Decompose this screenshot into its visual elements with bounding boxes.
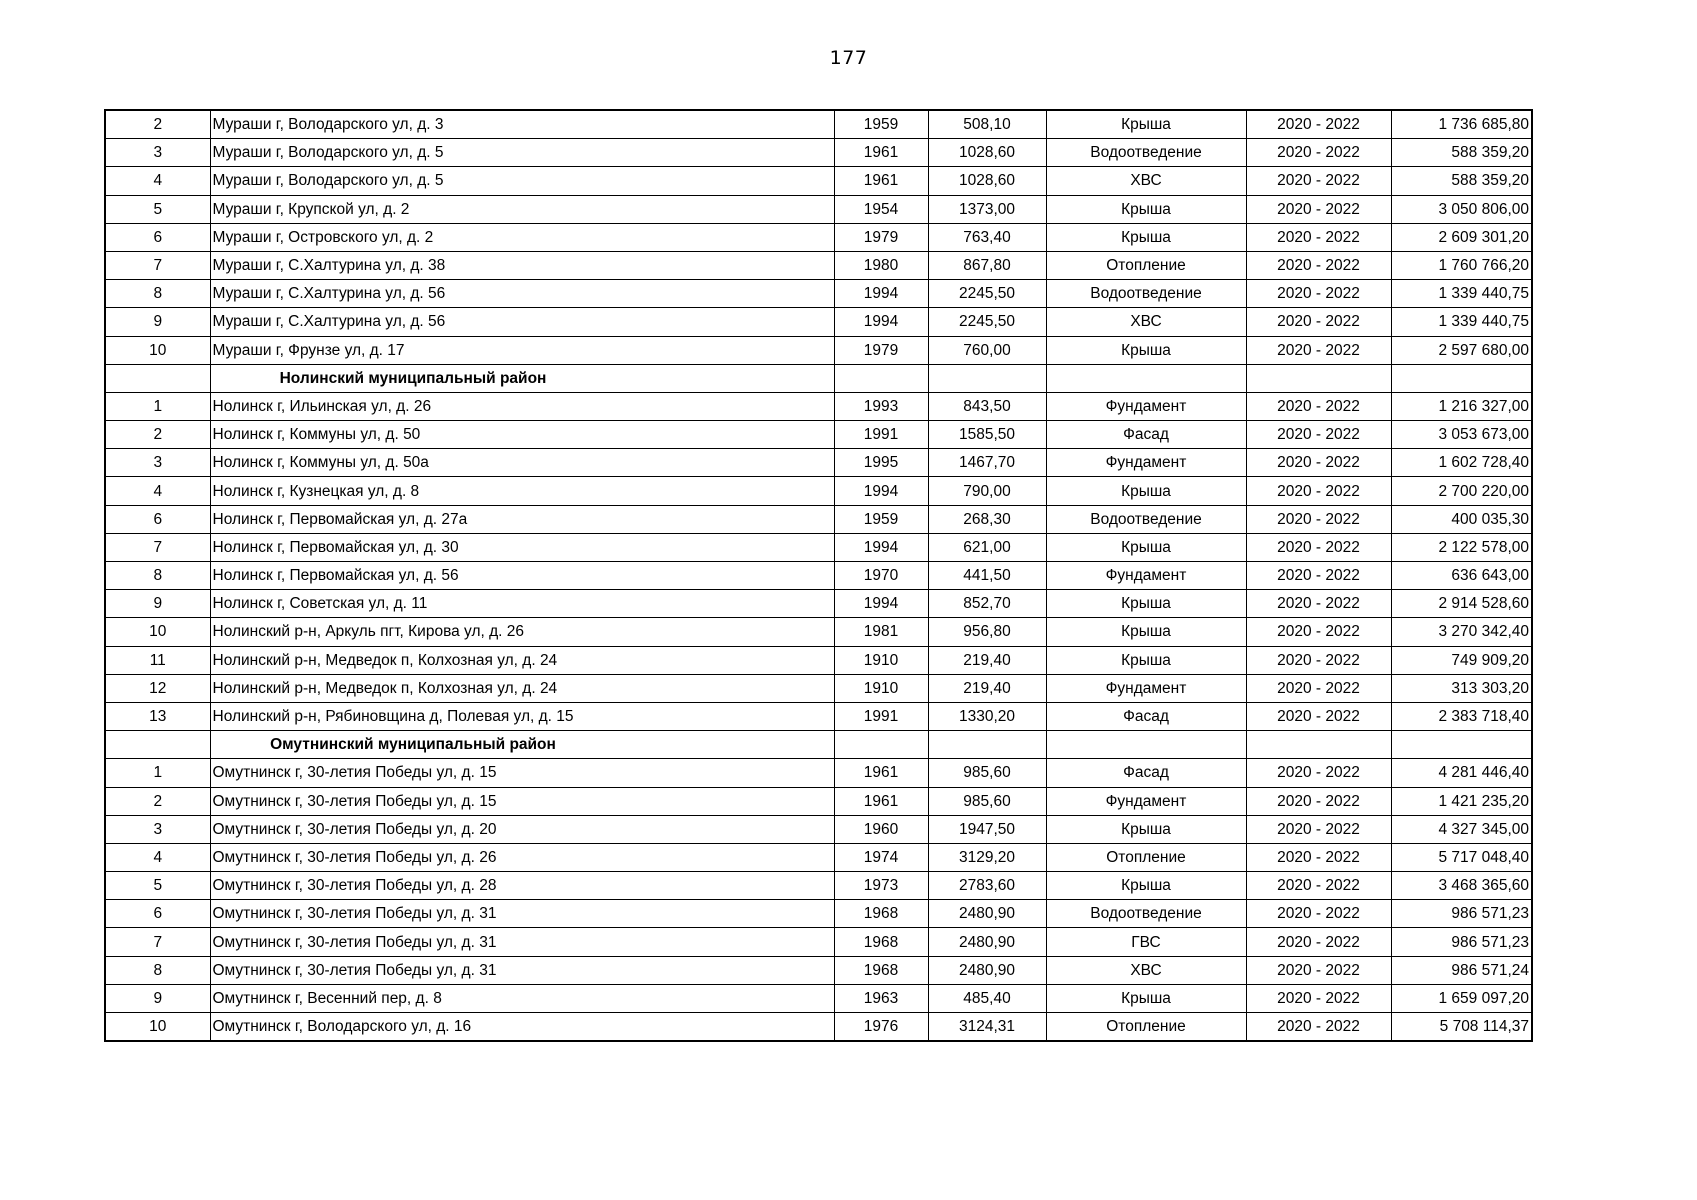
build-year-cell: 1994 bbox=[834, 280, 928, 308]
table-row bbox=[105, 533, 1532, 561]
cost-cell: 2 700 220,00 bbox=[1391, 477, 1532, 505]
cost-cell: 313 303,20 bbox=[1391, 674, 1532, 702]
cost-cell: 400 035,30 bbox=[1391, 505, 1532, 533]
address-cell: Мураши г, С.Халтурина ул, д. 56 bbox=[210, 308, 834, 336]
row-number-cell: 12 bbox=[105, 674, 210, 702]
period-cell: 2020 - 2022 bbox=[1246, 815, 1391, 843]
build-year-cell: 1968 bbox=[834, 956, 928, 984]
period-cell: 2020 - 2022 bbox=[1246, 280, 1391, 308]
row-number-cell: 1 bbox=[105, 392, 210, 420]
cost-cell bbox=[1391, 364, 1532, 392]
address-cell: Нолинск г, Советская ул, д. 11 bbox=[210, 590, 834, 618]
address-cell: Мураши г, Крупской ул, д. 2 bbox=[210, 195, 834, 223]
cost-cell: 3 270 342,40 bbox=[1391, 618, 1532, 646]
build-year-cell: 1970 bbox=[834, 562, 928, 590]
area-cell: 1330,20 bbox=[928, 702, 1046, 730]
address-cell: Омутнинск г, 30-летия Победы ул, д. 15 bbox=[210, 787, 834, 815]
build-year-cell: 1959 bbox=[834, 505, 928, 533]
build-year-cell: 1994 bbox=[834, 477, 928, 505]
build-year-cell: 1968 bbox=[834, 900, 928, 928]
area-cell: 1028,60 bbox=[928, 139, 1046, 167]
period-cell: 2020 - 2022 bbox=[1246, 787, 1391, 815]
work-type-cell: Отопление bbox=[1046, 251, 1246, 279]
table-row bbox=[105, 1013, 1532, 1042]
address-cell: Нолинск г, Кузнецкая ул, д. 8 bbox=[210, 477, 834, 505]
cost-cell: 5 708 114,37 bbox=[1391, 1013, 1532, 1042]
table-row bbox=[105, 787, 1532, 815]
table-row bbox=[105, 702, 1532, 730]
address-cell: Омутнинск г, 30-летия Победы ул, д. 15 bbox=[210, 759, 834, 787]
period-cell: 2020 - 2022 bbox=[1246, 336, 1391, 364]
cost-cell: 4 327 345,00 bbox=[1391, 815, 1532, 843]
work-type-cell: Фундамент bbox=[1046, 392, 1246, 420]
table-row bbox=[105, 308, 1532, 336]
work-type-cell: Фундамент bbox=[1046, 562, 1246, 590]
build-year-cell: 1968 bbox=[834, 928, 928, 956]
area-cell: 956,80 bbox=[928, 618, 1046, 646]
build-year-cell: 1910 bbox=[834, 646, 928, 674]
cost-cell: 1 421 235,20 bbox=[1391, 787, 1532, 815]
period-cell: 2020 - 2022 bbox=[1246, 928, 1391, 956]
area-cell: 2245,50 bbox=[928, 308, 1046, 336]
table-row bbox=[105, 928, 1532, 956]
period-cell: 2020 - 2022 bbox=[1246, 110, 1391, 139]
period-cell: 2020 - 2022 bbox=[1246, 505, 1391, 533]
area-cell: 985,60 bbox=[928, 759, 1046, 787]
build-year-cell: 1959 bbox=[834, 110, 928, 139]
period-cell: 2020 - 2022 bbox=[1246, 618, 1391, 646]
build-year-cell: 1974 bbox=[834, 843, 928, 871]
build-year-cell: 1961 bbox=[834, 759, 928, 787]
area-cell: 760,00 bbox=[928, 336, 1046, 364]
period-cell: 2020 - 2022 bbox=[1246, 195, 1391, 223]
cost-cell: 636 643,00 bbox=[1391, 562, 1532, 590]
address-cell: Мураши г, С.Халтурина ул, д. 38 bbox=[210, 251, 834, 279]
period-cell: 2020 - 2022 bbox=[1246, 590, 1391, 618]
address-cell: Нолинск г, Коммуны ул, д. 50а bbox=[210, 449, 834, 477]
build-year-cell: 1994 bbox=[834, 590, 928, 618]
work-type-cell: Крыша bbox=[1046, 590, 1246, 618]
area-cell: 2480,90 bbox=[928, 956, 1046, 984]
address-cell: Омутнинск г, 30-летия Победы ул, д. 31 bbox=[210, 956, 834, 984]
cost-cell: 1 736 685,80 bbox=[1391, 110, 1532, 139]
build-year-cell: 1960 bbox=[834, 815, 928, 843]
district-name-cell: Нолинский муниципальный район bbox=[210, 364, 834, 392]
table-row bbox=[105, 759, 1532, 787]
period-cell: 2020 - 2022 bbox=[1246, 956, 1391, 984]
build-year-cell: 1979 bbox=[834, 223, 928, 251]
row-number-cell: 4 bbox=[105, 843, 210, 871]
row-number-cell: 6 bbox=[105, 505, 210, 533]
period-cell: 2020 - 2022 bbox=[1246, 251, 1391, 279]
cost-cell bbox=[1391, 731, 1532, 759]
area-cell: 508,10 bbox=[928, 110, 1046, 139]
area-cell bbox=[928, 731, 1046, 759]
period-cell: 2020 - 2022 bbox=[1246, 167, 1391, 195]
row-number-cell: 10 bbox=[105, 1013, 210, 1042]
area-cell: 441,50 bbox=[928, 562, 1046, 590]
table-row bbox=[105, 590, 1532, 618]
period-cell: 2020 - 2022 bbox=[1246, 139, 1391, 167]
work-type-cell: Крыша bbox=[1046, 533, 1246, 561]
work-type-cell: Крыша bbox=[1046, 984, 1246, 1012]
build-year-cell: 1994 bbox=[834, 533, 928, 561]
work-type-cell: Крыша bbox=[1046, 618, 1246, 646]
cost-cell: 2 914 528,60 bbox=[1391, 590, 1532, 618]
work-type-cell: Отопление bbox=[1046, 1013, 1246, 1042]
address-cell: Омутнинск г, Весенний пер, д. 8 bbox=[210, 984, 834, 1012]
build-year-cell: 1995 bbox=[834, 449, 928, 477]
table-body bbox=[105, 110, 1532, 1041]
work-type-cell: Крыша bbox=[1046, 223, 1246, 251]
table-row bbox=[105, 195, 1532, 223]
work-type-cell: Крыша bbox=[1046, 110, 1246, 139]
build-year-cell: 1961 bbox=[834, 139, 928, 167]
row-number-cell: 7 bbox=[105, 533, 210, 561]
address-cell: Мураши г, Островского ул, д. 2 bbox=[210, 223, 834, 251]
section-header-row bbox=[105, 731, 1532, 759]
address-cell: Нолинск г, Коммуны ул, д. 50 bbox=[210, 421, 834, 449]
cost-cell: 986 571,24 bbox=[1391, 956, 1532, 984]
build-year-cell: 1991 bbox=[834, 421, 928, 449]
cost-cell: 1 339 440,75 bbox=[1391, 280, 1532, 308]
area-cell: 852,70 bbox=[928, 590, 1046, 618]
row-number-cell: 3 bbox=[105, 139, 210, 167]
build-year-cell bbox=[834, 731, 928, 759]
period-cell: 2020 - 2022 bbox=[1246, 900, 1391, 928]
work-type-cell bbox=[1046, 731, 1246, 759]
build-year-cell: 1981 bbox=[834, 618, 928, 646]
address-cell: Мураши г, Володарского ул, д. 3 bbox=[210, 110, 834, 139]
row-number-cell: 10 bbox=[105, 618, 210, 646]
row-number-cell: 3 bbox=[105, 449, 210, 477]
work-type-cell: Крыша bbox=[1046, 872, 1246, 900]
cost-cell: 1 760 766,20 bbox=[1391, 251, 1532, 279]
area-cell: 2783,60 bbox=[928, 872, 1046, 900]
area-cell: 485,40 bbox=[928, 984, 1046, 1012]
period-cell: 2020 - 2022 bbox=[1246, 759, 1391, 787]
period-cell bbox=[1246, 731, 1391, 759]
table-row bbox=[105, 505, 1532, 533]
page-number: 177 bbox=[829, 47, 868, 69]
period-cell: 2020 - 2022 bbox=[1246, 477, 1391, 505]
build-year-cell: 1994 bbox=[834, 308, 928, 336]
address-cell: Омутнинск г, 30-летия Победы ул, д. 28 bbox=[210, 872, 834, 900]
address-cell: Омутнинск г, 30-летия Победы ул, д. 31 bbox=[210, 900, 834, 928]
work-type-cell: Крыша bbox=[1046, 195, 1246, 223]
row-number-cell: 4 bbox=[105, 477, 210, 505]
work-type-cell: ГВС bbox=[1046, 928, 1246, 956]
area-cell: 1585,50 bbox=[928, 421, 1046, 449]
work-type-cell: ХВС bbox=[1046, 956, 1246, 984]
cost-cell: 5 717 048,40 bbox=[1391, 843, 1532, 871]
table-row bbox=[105, 674, 1532, 702]
address-cell: Нолинск г, Первомайская ул, д. 27а bbox=[210, 505, 834, 533]
row-number-cell: 11 bbox=[105, 646, 210, 674]
cost-cell: 3 468 365,60 bbox=[1391, 872, 1532, 900]
row-number-cell bbox=[105, 731, 210, 759]
table-row bbox=[105, 562, 1532, 590]
work-type-cell: Крыша bbox=[1046, 336, 1246, 364]
work-type-cell: Крыша bbox=[1046, 477, 1246, 505]
cost-cell: 588 359,20 bbox=[1391, 167, 1532, 195]
row-number-cell: 5 bbox=[105, 195, 210, 223]
row-number-cell: 1 bbox=[105, 759, 210, 787]
work-type-cell: Водоотведение bbox=[1046, 280, 1246, 308]
work-type-cell: Фундамент bbox=[1046, 449, 1246, 477]
address-cell: Нолинский р-н, Рябиновщина д, Полевая ул, д. 15 bbox=[210, 702, 834, 730]
row-number-cell: 10 bbox=[105, 336, 210, 364]
period-cell: 2020 - 2022 bbox=[1246, 984, 1391, 1012]
row-number-cell: 8 bbox=[105, 956, 210, 984]
row-number-cell: 9 bbox=[105, 590, 210, 618]
work-type-cell bbox=[1046, 364, 1246, 392]
table-row bbox=[105, 251, 1532, 279]
cost-cell: 749 909,20 bbox=[1391, 646, 1532, 674]
row-number-cell: 2 bbox=[105, 421, 210, 449]
cost-cell: 2 609 301,20 bbox=[1391, 223, 1532, 251]
address-cell: Омутнинск г, 30-летия Победы ул, д. 20 bbox=[210, 815, 834, 843]
address-cell: Омутнинск г, 30-летия Победы ул, д. 31 bbox=[210, 928, 834, 956]
build-year-cell: 1961 bbox=[834, 167, 928, 195]
work-type-cell: Фасад bbox=[1046, 702, 1246, 730]
area-cell: 2480,90 bbox=[928, 928, 1046, 956]
table-row bbox=[105, 392, 1532, 420]
work-type-cell: ХВС bbox=[1046, 308, 1246, 336]
table-row bbox=[105, 167, 1532, 195]
row-number-cell: 9 bbox=[105, 308, 210, 336]
row-number-cell: 9 bbox=[105, 984, 210, 1012]
row-number-cell: 7 bbox=[105, 251, 210, 279]
address-cell: Нолинск г, Первомайская ул, д. 30 bbox=[210, 533, 834, 561]
area-cell: 763,40 bbox=[928, 223, 1046, 251]
district-name-cell: Омутнинский муниципальный район bbox=[210, 731, 834, 759]
area-cell: 790,00 bbox=[928, 477, 1046, 505]
work-type-cell: Водоотведение bbox=[1046, 505, 1246, 533]
cost-cell: 3 053 673,00 bbox=[1391, 421, 1532, 449]
period-cell: 2020 - 2022 bbox=[1246, 562, 1391, 590]
row-number-cell: 2 bbox=[105, 110, 210, 139]
area-cell: 3124,31 bbox=[928, 1013, 1046, 1042]
cost-cell: 2 122 578,00 bbox=[1391, 533, 1532, 561]
table-row bbox=[105, 618, 1532, 646]
build-year-cell: 1963 bbox=[834, 984, 928, 1012]
table-row bbox=[105, 139, 1532, 167]
work-type-cell: Водоотведение bbox=[1046, 139, 1246, 167]
row-number-cell: 7 bbox=[105, 928, 210, 956]
period-cell: 2020 - 2022 bbox=[1246, 872, 1391, 900]
area-cell bbox=[928, 364, 1046, 392]
build-year-cell: 1993 bbox=[834, 392, 928, 420]
address-cell: Нолинский р-н, Аркуль пгт, Кирова ул, д. 26 bbox=[210, 618, 834, 646]
area-cell: 1373,00 bbox=[928, 195, 1046, 223]
work-type-cell: Крыша bbox=[1046, 815, 1246, 843]
area-cell: 2480,90 bbox=[928, 900, 1046, 928]
cost-cell: 986 571,23 bbox=[1391, 928, 1532, 956]
row-number-cell: 8 bbox=[105, 280, 210, 308]
address-cell: Мураши г, Володарского ул, д. 5 bbox=[210, 139, 834, 167]
area-cell: 2245,50 bbox=[928, 280, 1046, 308]
row-number-cell: 8 bbox=[105, 562, 210, 590]
area-cell: 268,30 bbox=[928, 505, 1046, 533]
period-cell bbox=[1246, 364, 1391, 392]
period-cell: 2020 - 2022 bbox=[1246, 308, 1391, 336]
table-row bbox=[105, 336, 1532, 364]
row-number-cell: 13 bbox=[105, 702, 210, 730]
cost-cell: 1 659 097,20 bbox=[1391, 984, 1532, 1012]
area-cell: 3129,20 bbox=[928, 843, 1046, 871]
period-cell: 2020 - 2022 bbox=[1246, 421, 1391, 449]
table-row bbox=[105, 223, 1532, 251]
area-cell: 1028,60 bbox=[928, 167, 1046, 195]
table-row bbox=[105, 843, 1532, 871]
address-cell: Мураши г, С.Халтурина ул, д. 56 bbox=[210, 280, 834, 308]
build-year-cell bbox=[834, 364, 928, 392]
cost-cell: 3 050 806,00 bbox=[1391, 195, 1532, 223]
area-cell: 1947,50 bbox=[928, 815, 1046, 843]
address-cell: Нолинск г, Ильинская ул, д. 26 bbox=[210, 392, 834, 420]
area-cell: 867,80 bbox=[928, 251, 1046, 279]
cost-cell: 1 602 728,40 bbox=[1391, 449, 1532, 477]
area-cell: 1467,70 bbox=[928, 449, 1046, 477]
cost-cell: 2 383 718,40 bbox=[1391, 702, 1532, 730]
work-type-cell: Крыша bbox=[1046, 646, 1246, 674]
area-cell: 985,60 bbox=[928, 787, 1046, 815]
row-number-cell bbox=[105, 364, 210, 392]
build-year-cell: 1980 bbox=[834, 251, 928, 279]
cost-cell: 588 359,20 bbox=[1391, 139, 1532, 167]
cost-cell: 1 216 327,00 bbox=[1391, 392, 1532, 420]
address-cell: Нолинский р-н, Медведок п, Колхозная ул, д. 24 bbox=[210, 674, 834, 702]
build-year-cell: 1910 bbox=[834, 674, 928, 702]
table-row bbox=[105, 984, 1532, 1012]
repair-schedule-table bbox=[104, 109, 1533, 1042]
table-row bbox=[105, 280, 1532, 308]
period-cell: 2020 - 2022 bbox=[1246, 674, 1391, 702]
build-year-cell: 1976 bbox=[834, 1013, 928, 1042]
build-year-cell: 1961 bbox=[834, 787, 928, 815]
cost-cell: 4 281 446,40 bbox=[1391, 759, 1532, 787]
address-cell: Мураши г, Фрунзе ул, д. 17 bbox=[210, 336, 834, 364]
work-type-cell: ХВС bbox=[1046, 167, 1246, 195]
address-cell: Нолинский р-н, Медведок п, Колхозная ул, д. 24 bbox=[210, 646, 834, 674]
build-year-cell: 1991 bbox=[834, 702, 928, 730]
address-cell: Омутнинск г, 30-летия Победы ул, д. 26 bbox=[210, 843, 834, 871]
area-cell: 843,50 bbox=[928, 392, 1046, 420]
table-row bbox=[105, 956, 1532, 984]
cost-cell: 2 597 680,00 bbox=[1391, 336, 1532, 364]
table-row bbox=[105, 449, 1532, 477]
table-row bbox=[105, 477, 1532, 505]
build-year-cell: 1979 bbox=[834, 336, 928, 364]
cost-cell: 1 339 440,75 bbox=[1391, 308, 1532, 336]
period-cell: 2020 - 2022 bbox=[1246, 449, 1391, 477]
address-cell: Омутнинск г, Володарского ул, д. 16 bbox=[210, 1013, 834, 1042]
row-number-cell: 6 bbox=[105, 900, 210, 928]
period-cell: 2020 - 2022 bbox=[1246, 223, 1391, 251]
period-cell: 2020 - 2022 bbox=[1246, 702, 1391, 730]
work-type-cell: Фасад bbox=[1046, 421, 1246, 449]
period-cell: 2020 - 2022 bbox=[1246, 1013, 1391, 1042]
period-cell: 2020 - 2022 bbox=[1246, 533, 1391, 561]
table-row bbox=[105, 646, 1532, 674]
table-row bbox=[105, 872, 1532, 900]
area-cell: 219,40 bbox=[928, 646, 1046, 674]
build-year-cell: 1954 bbox=[834, 195, 928, 223]
address-cell: Нолинск г, Первомайская ул, д. 56 bbox=[210, 562, 834, 590]
row-number-cell: 2 bbox=[105, 787, 210, 815]
area-cell: 621,00 bbox=[928, 533, 1046, 561]
table-row bbox=[105, 815, 1532, 843]
period-cell: 2020 - 2022 bbox=[1246, 392, 1391, 420]
row-number-cell: 3 bbox=[105, 815, 210, 843]
period-cell: 2020 - 2022 bbox=[1246, 843, 1391, 871]
row-number-cell: 5 bbox=[105, 872, 210, 900]
address-cell: Мураши г, Володарского ул, д. 5 bbox=[210, 167, 834, 195]
work-type-cell: Отопление bbox=[1046, 843, 1246, 871]
work-type-cell: Фундамент bbox=[1046, 787, 1246, 815]
work-type-cell: Фундамент bbox=[1046, 674, 1246, 702]
area-cell: 219,40 bbox=[928, 674, 1046, 702]
build-year-cell: 1973 bbox=[834, 872, 928, 900]
period-cell: 2020 - 2022 bbox=[1246, 646, 1391, 674]
row-number-cell: 6 bbox=[105, 223, 210, 251]
table-row bbox=[105, 110, 1532, 139]
row-number-cell: 4 bbox=[105, 167, 210, 195]
work-type-cell: Фасад bbox=[1046, 759, 1246, 787]
table-row bbox=[105, 421, 1532, 449]
work-type-cell: Водоотведение bbox=[1046, 900, 1246, 928]
cost-cell: 986 571,23 bbox=[1391, 900, 1532, 928]
section-header-row bbox=[105, 364, 1532, 392]
table-row bbox=[105, 900, 1532, 928]
